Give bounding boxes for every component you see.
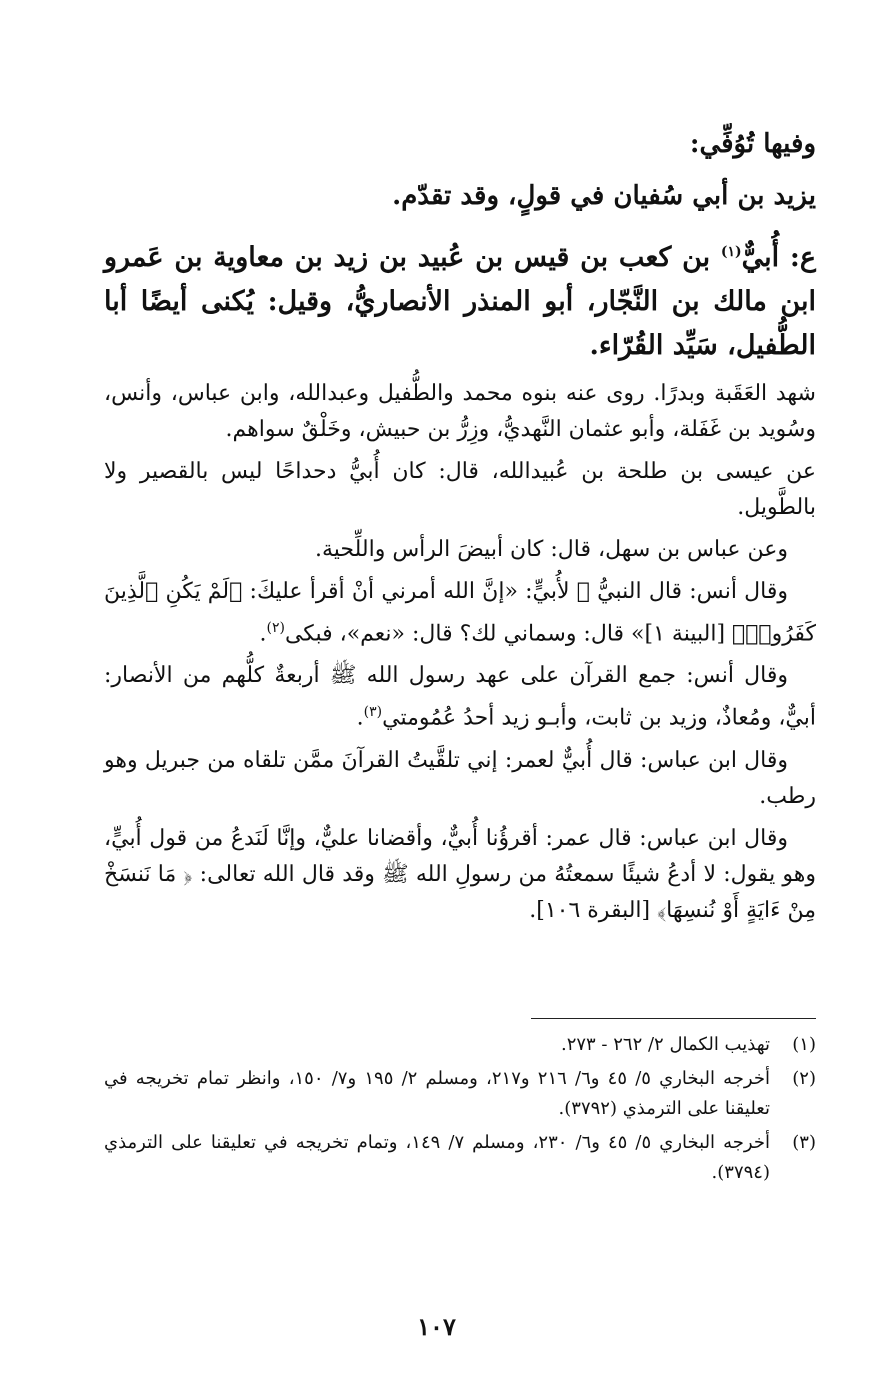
footnote-marker-1: (١)	[720, 244, 742, 260]
paragraph-narrators: شهد العَقَبة وبدرًا. روى عنه بنوه محمد والطُّفيل وعبدالله، وابن عباس، وأنس، وسُويد بن غَفَلة، وأبو عثمان النَّهديُّ، وزِرُّ بن حبيش، وخَلْقٌ سواهم.	[104, 381, 816, 442]
footnote-number: (١)	[792, 1034, 816, 1055]
entry-lineage: بن كعب بن قيس بن عُبيد بن زيد بن معاوية بن عَمرو ابن مالك بن النَّجّار، أبو المنذر الأنصاريُّ، وقيل: يُكنى أيضًا أبا الطُّفيل، سَيِّد القُرّاء.	[104, 242, 816, 361]
paragraph-text: وقال أنس: قال النبيُّ ﷺ لأُبيٍّ: «إنَّ الله أمرني أنْ أقرأ عليكَ: ﴿لَمْ يَكُنِ ٱلَّذِينَ كَفَرُوا۟﴾ [البينة ١]» قال: وسماني لك؟ قال: «نعم»، فبكى	[104, 579, 816, 647]
paragraph-end: .	[356, 705, 364, 731]
paragraph-quran-collection	[104, 658, 816, 736]
paragraph-description: عن عيسى بن طلحة بن عُبيدالله، قال: كان أُبيُّ دحداحًا ليس بالقصير ولا بالطَّويل.	[104, 459, 816, 520]
paragraph-umar-saying: وقال ابن عباس: قال عمر: أقرؤُنا أُبيٌّ، وأقضانا عليٌّ، وإنَّا لَنَدعُ من قول أُبيٍّ، وهو يقول: لا أدعُ شيئًا سمعتُهُ من رسولِ الله ﷺ وقد قال الله تعالى: ﴿ مَا نَنسَخْ مِنْ ءَايَةٍ أَوْ نُنسِهَا﴾ [البقرة ١٠٦].	[104, 825, 816, 923]
paragraph-text: وقال أنس: جمع القرآن على عهد رسول الله ﷺ أربعةٌ كلُّهم من الأنصار: أبيٌّ، ومُعاذٌ، وزيد بن ثابت، وأبـو زيد أحدُ عُمُومتي	[104, 663, 816, 731]
paragraph-quran-recitation	[104, 574, 816, 652]
footnote-text: أخرجه البخاري ٥/ ٤٥ و٦/ ٢٣٠، ومسلم ٧/ ١٤٩، وتمام تخريجه في تعليقنا على الترمذي (٣٧٩٤).	[104, 1132, 770, 1183]
footnote	[104, 1128, 816, 1188]
footnote	[104, 1030, 816, 1060]
page-number: ١٠٧	[417, 1312, 456, 1341]
footnote-marker-2: (٢)	[266, 620, 285, 636]
footnote-number: (٢)	[792, 1068, 816, 1089]
paragraph-appearance: وعن عباس بن سهل، قال: كان أبيضَ الرأس واللِّحية.	[314, 537, 788, 562]
footnotes	[104, 1030, 816, 1192]
paragraph-end: .	[259, 621, 267, 647]
main-text	[104, 118, 816, 935]
section-heading: وفيها تُوُفِّي:	[689, 129, 816, 159]
section-subheading: يزيد بن أبي سُفيان في قولٍ، وقد تقدّم.	[392, 181, 816, 211]
footnote	[104, 1064, 816, 1124]
footnote-text: أخرجه البخاري ٥/ ٤٥ و٦/ ٢١٦ و٢١٧، ومسلم ٢/ ١٩٥ و٧/ ١٥٠، وانظر تمام تخريجه في تعليقنا على الترمذي (٣٧٩٢).	[104, 1068, 770, 1119]
entry-name: ع: أُبيٌّ	[741, 242, 816, 273]
footnote-marker-3: (٣)	[363, 704, 383, 721]
paragraph-jibril: وقال ابن عباس: قال أُبيٌّ لعمر: إني تلقَّيتُ القرآنَ ممَّن تلقاه من جبريل وهو رطب.	[104, 747, 816, 809]
footnote-number: (٣)	[792, 1132, 816, 1153]
biography-entry-title	[104, 230, 816, 368]
footnote-text: تهذيب الكمال ٢/ ٢٦٢ - ٢٧٣.	[560, 1034, 770, 1055]
